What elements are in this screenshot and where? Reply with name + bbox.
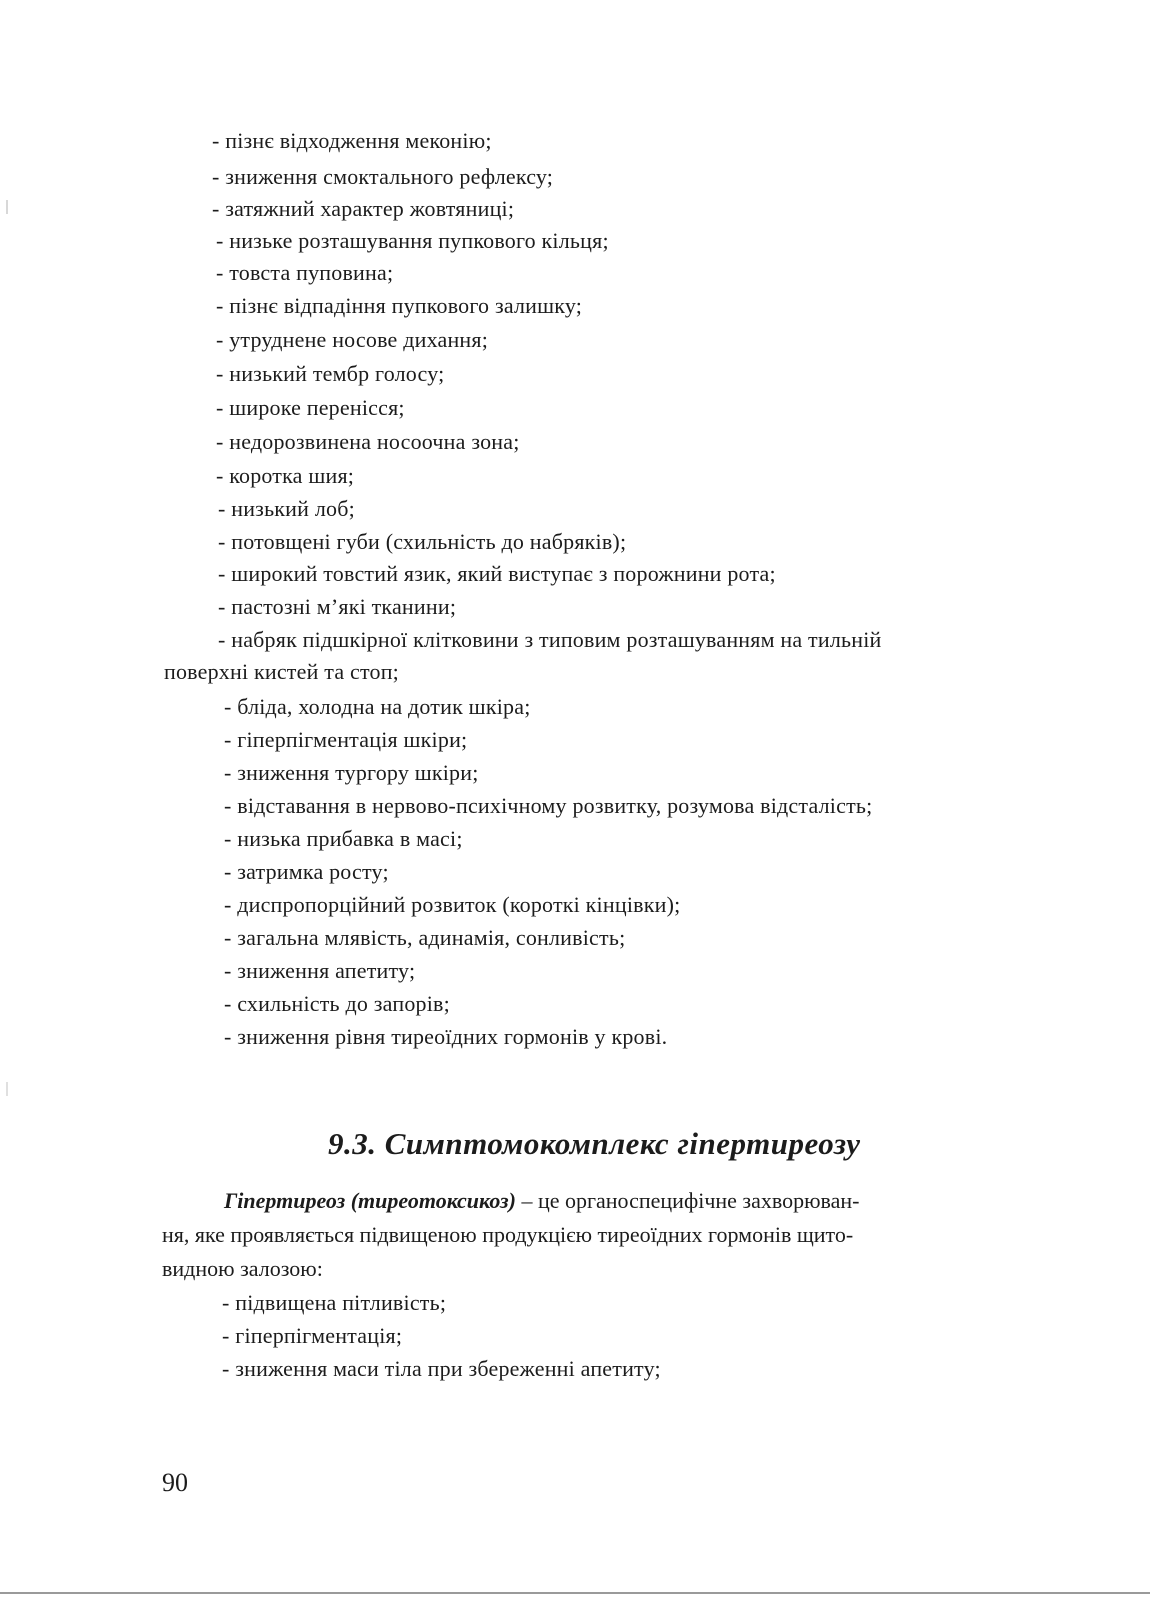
list-item: - загальна млявість, адинамія, сонливість; <box>224 925 626 950</box>
list-item: - пізнє відпадіння пупкового залишку; <box>216 293 583 318</box>
list-item-continuation: поверхні кистей та стоп; <box>164 659 399 684</box>
paragraph-line: видною залозою: <box>162 1256 323 1281</box>
list-item: - пізнє відходження меконію; <box>212 128 492 153</box>
list-item: - утруднене носове дихання; <box>216 327 489 352</box>
list-item: - зниження апетиту; <box>224 958 416 983</box>
list-item: - товста пуповина; <box>216 260 394 285</box>
list-item: - широкий товстий язик, який виступає з порожнини рота; <box>218 561 776 586</box>
list-item: - пастозні м’які тканини; <box>218 594 457 619</box>
list-item: - потовщені губи (схильність до набряків); <box>218 529 627 554</box>
paragraph-text: – це органоспецифічне захворюван- <box>515 1188 860 1213</box>
list-item: - зниження смоктального рефлексу; <box>212 164 554 189</box>
list-item: - диспропорційний розвиток (короткі кінцівки); <box>224 892 681 917</box>
list-item: - бліда, холодна на дотик шкіра; <box>224 694 531 719</box>
list-item: - затяжний характер жовтяниці; <box>212 196 515 221</box>
list-item: - затримка росту; <box>224 859 389 884</box>
list-item: - гіперпігментація; <box>222 1323 403 1348</box>
paragraph-line <box>224 1186 860 1216</box>
list-item: - зниження рівня тиреоїдних гормонів у крові. <box>224 1024 668 1049</box>
list-item: - низька прибавка в масі; <box>224 826 463 851</box>
list-item: - широке перенісся; <box>216 395 405 420</box>
page-number: 90 <box>162 1468 188 1497</box>
scan-speck <box>6 200 8 214</box>
list-item: - недорозвинена носоочна зона; <box>216 429 520 454</box>
list-item: - схильність до запорів; <box>224 991 450 1016</box>
defined-term: Гіпертиреоз (тиреотоксикоз) <box>224 1188 516 1213</box>
list-item: - зниження тургору шкіри; <box>224 760 479 785</box>
list-item: - підвищена пітливість; <box>222 1290 447 1315</box>
list-item: - низьке розташування пупкового кільця; <box>216 228 609 253</box>
section-heading: 9.3. Симптомокомплекс гіпертиреозу <box>328 1126 861 1161</box>
page-edge-line <box>0 1592 1150 1594</box>
list-item: - низький тембр голосу; <box>216 361 445 386</box>
list-item: - зниження маси тіла при збереженні апетиту; <box>222 1356 661 1381</box>
list-item: - гіперпігментація шкіри; <box>224 727 468 752</box>
list-item: - відставання в нервово-психічному розвитку, розумова відсталість; <box>224 793 873 818</box>
paragraph-line: ня, яке проявляється підвищеною продукцією тиреоїдних гормонів щито- <box>162 1222 854 1247</box>
scan-speck <box>6 1082 8 1096</box>
list-item: - набряк підшкірної клітковини з типовим розташуванням на тильній <box>218 627 882 652</box>
list-item: - коротка шия; <box>216 463 355 488</box>
list-item: - низький лоб; <box>218 496 355 521</box>
